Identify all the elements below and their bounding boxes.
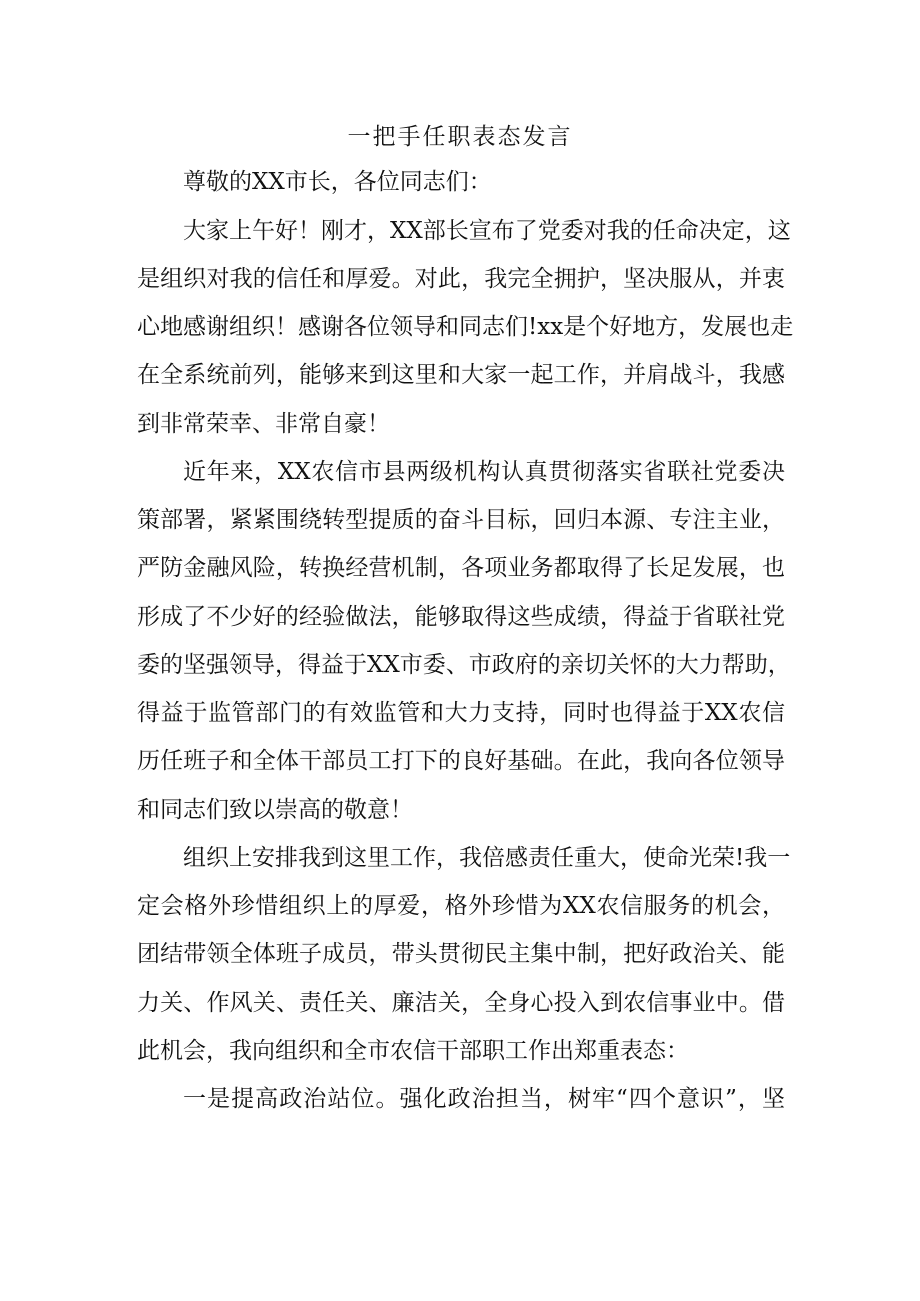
paragraph-line: 和同志们致以崇高的敬意！ bbox=[137, 797, 413, 823]
paragraph-line: 心地感谢组织！感谢各位领导和同志们!xx是个好地方，发展也走 bbox=[137, 314, 794, 340]
paragraph-line: 定会格外珍惜组织上的厚爱，格外珍惜为XX农信服务的机会， bbox=[137, 893, 785, 919]
paragraph-line: 到非常荣幸、非常自豪！ bbox=[137, 411, 390, 437]
paragraph-line: 一是提高政治站位。强化政治担当，树牢“四个意识”，坚 bbox=[183, 1086, 785, 1112]
paragraph-line: 委的坚强领导，得益于XX市委、市政府的亲切关怀的大力帮助， bbox=[137, 652, 791, 678]
paragraph-line: 团结带领全体班子成员，带头贯彻民主集中制，把好政治关、能 bbox=[137, 941, 785, 967]
paragraph-line: 得益于监管部门的有效监管和大力支持，同时也得益于XX农信 bbox=[137, 700, 785, 726]
document-title: 一把手任职表态发言 bbox=[347, 124, 573, 150]
paragraph-line: 严防金融风险，转换经营机制，各项业务都取得了长足发展，也 bbox=[137, 555, 785, 581]
paragraph-line: 近年来，XX农信市县两级机构认真贯彻落实省联社党委决 bbox=[183, 459, 785, 485]
paragraph-line: 此机会，我向组织和全市农信干部职工作出郑重表态： bbox=[137, 1038, 689, 1064]
paragraph-line: 形成了不少好的经验做法，能够取得这些成绩，得益于省联社党 bbox=[137, 604, 785, 630]
paragraph-line: 力关、作风关、责任关、廉洁关，全身心投入到农信事业中。借 bbox=[137, 990, 785, 1016]
paragraph-line: 策部署，紧紧围绕转型提质的奋斗目标，回归本源、专注主业， bbox=[137, 507, 785, 533]
salutation-line: 尊敬的XX市长，各位同志们： bbox=[183, 169, 492, 195]
paragraph-line: 是组织对我的信任和厚爱。对此，我完全拥护，坚决服从，并衷 bbox=[137, 266, 785, 292]
paragraph-line: 组织上安排我到这里工作，我倍感责任重大，使命光荣!我一 bbox=[183, 845, 791, 871]
paragraph-line: 在全系统前列，能够来到这里和大家一起工作，并肩战斗，我感 bbox=[137, 362, 785, 388]
paragraph-line: 历任班子和全体干部员工打下的良好基础。在此，我向各位领导 bbox=[137, 748, 785, 774]
paragraph-line: 大家上午好！刚才，XX部长宣布了党委对我的任命决定，这 bbox=[183, 218, 791, 244]
